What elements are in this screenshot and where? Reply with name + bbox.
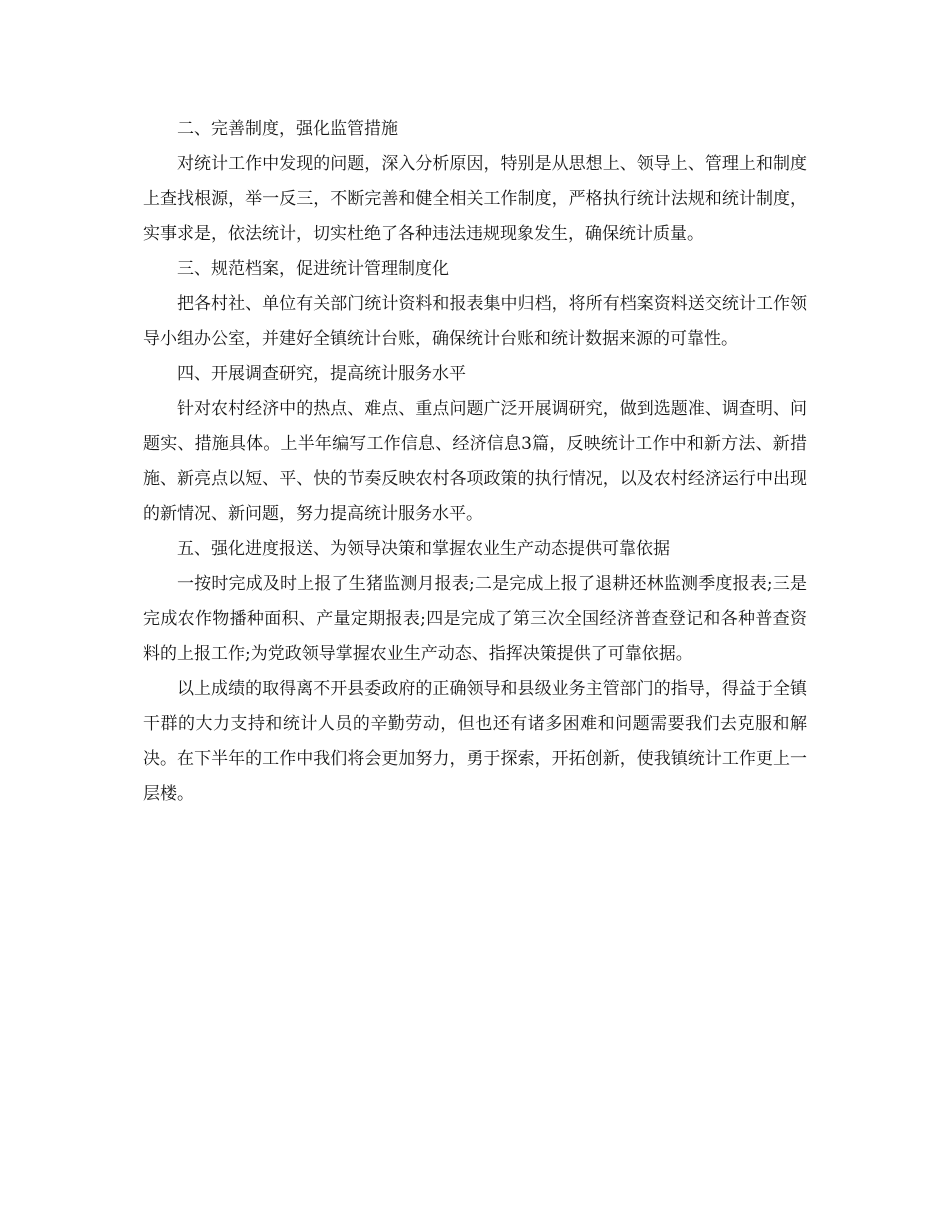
section-paragraph-3: 把各村社、单位有关部门统计资料和报表集中归档，将所有档案资料送交统计工作领导小组办公室，并建好全镇统计台账，确保统计台账和统计数据来源的可靠性。 — [143, 294, 807, 349]
document-page — [143, 112, 807, 812]
section-heading-4: 四、开展调查研究，提高统计服务水平 — [177, 364, 466, 384]
section-paragraph-4: 针对农村经济中的热点、难点、重点问题广泛开展调研究，做到选题准、调查明、问题实、措施具体。上半年编写工作信息、经济信息3篇，反映统计工作中和新方法、新措施、新亮点以短、平、快的节奏反映农村各项政策的执行情况，以及农村经济运行中出现的新情况、新问题，努力提高统计服务水平。 — [143, 399, 807, 524]
section-heading-2: 二、完善制度，强化监管措施 — [177, 119, 398, 139]
conclusion-paragraph: 以上成绩的取得离不开县委政府的正确领导和县级业务主管部门的指导，得益于全镇干群的大力支持和统计人员的辛勤劳动，但也还有诸多困难和问题需要我们去克服和解决。在下半年的工作中我们将会更加努力，勇于探索，开拓创新，使我镇统计工作更上一层楼。 — [143, 679, 807, 804]
section-paragraph-5: 一按时完成及时上报了生猪监测月报表;二是完成上报了退耕还林监测季度报表;三是完成农作物播种面积、产量定期报表;四是完成了第三次全国经济普查登记和各种普查资料的上报工作;为党政领导掌握农业生产动态、指挥决策提供了可靠依据。 — [143, 574, 807, 664]
section-paragraph-2: 对统计工作中发现的问题，深入分析原因，特别是从思想上、领导上、管理上和制度上查找根源，举一反三，不断完善和健全相关工作制度，严格执行统计法规和统计制度，实事求是，依法统计，切实杜绝了各种违法违规现象发生，确保统计质量。 — [143, 154, 807, 244]
section-heading-3: 三、规范档案，促进统计管理制度化 — [177, 259, 449, 279]
section-heading-5: 五、强化进度报送、为领导决策和掌握农业生产动态提供可靠依据 — [177, 539, 670, 559]
